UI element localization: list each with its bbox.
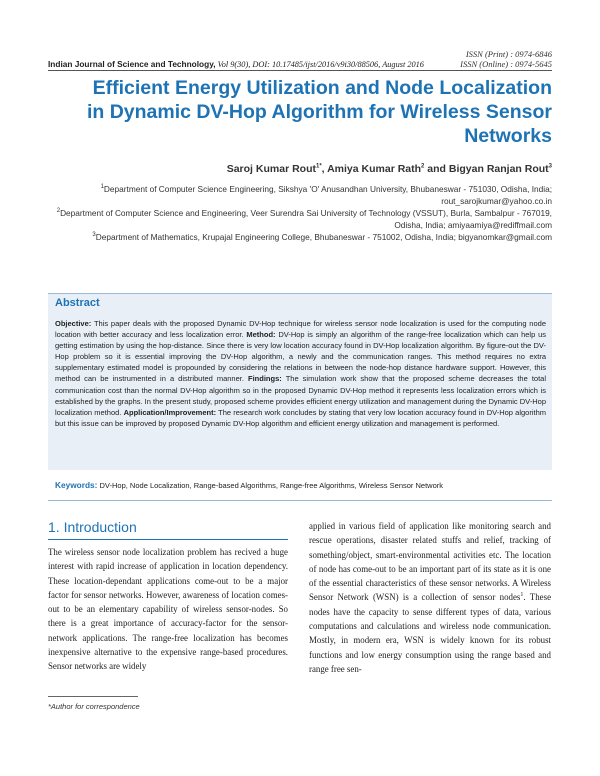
issn-block bbox=[460, 49, 552, 69]
abstract-heading: Abstract bbox=[55, 297, 100, 309]
footnote: *Author for correspondence bbox=[48, 702, 140, 711]
keywords-rule bbox=[48, 500, 552, 501]
footnote-rule bbox=[48, 696, 138, 697]
paper-title: Efficient Energy Utilization and Node Localization in Dynamic DV-Hop Algorithm for Wireless Sensor Networks bbox=[86, 77, 552, 147]
method-text: DV-Hop is simply an algorithm of the range-free localization which can help us getting estimation by using the hop-distance. Since there is very low location accuracy found in DV-Hop localization algorithm. By figure-out the DV-Hop problem so it is essential improving the DV-Hop algorithm, a newly and the communication ranges. This method requires no extra supplementary estimated model is propounded by considering the relations in between the node-hop distance hardware support. However, this method can be instrumented in a distributed manner. bbox=[55, 330, 546, 384]
citation-1: 1 bbox=[520, 592, 524, 599]
intro-paragraph-1: The wireless sensor node localization problem has recived a huge interest with rapid increase of application in location dependency. These location-dependant applications come-out to be a major factor for sensor networks. However, awareness of location comes-out to be an elementary capability of wireless sensor-nodes. So there is a great importance of accuracy-factor for the sensor-network applications. The range-free localization has becomes inexpensive alternative to the expensive range-based procedures. Sensor networks are widely bbox=[48, 547, 288, 672]
affiliation-3-text: Department of Mathematics, Krupajal Engineering College, Bhubaneswar - 751002, Odisha, India; bigyanomkar@gmail.com bbox=[95, 232, 552, 242]
findings-label: Findings: bbox=[248, 374, 282, 384]
journal-name: Indian Journal of Science and Technology, bbox=[48, 59, 216, 69]
affiliation-3-sup: 3 bbox=[92, 232, 96, 239]
issn-online: ISSN (Online) : 0974-5645 bbox=[460, 59, 552, 69]
affiliation-1 bbox=[52, 183, 552, 207]
affiliation-1-sup: 1 bbox=[100, 184, 104, 191]
section-heading-introduction: 1. Introduction bbox=[48, 519, 137, 535]
abstract-text bbox=[55, 318, 546, 429]
affiliation-2-text: Department of Computer Science and Engineering, Veer Surendra Sai University of Technology (VSSUT), Burla, Sambalpur - 767019, Odisha, India; amiyaamiya@rediffmail.com bbox=[60, 208, 552, 230]
affiliation-1-text: Department of Computer Science Engineering, Sikshya 'O' Anusandhan University, Bhubaneswar - 751030, Odisha, India; rout_sarojkumar@yahoo.co.in bbox=[103, 184, 552, 206]
author-2-sup: 2 bbox=[421, 163, 425, 170]
intro-paragraph-2-part-a: applied in various field of application like monitoring search and rescue operations, disaster related stuffs and relief, tracking of something/object, smart-environmental activities etc. The location of node has come-out to be an important part of its state as it is one of the essential characteristics of these sensor networks. A Wireless Sensor Network (WSN) is a collection of sensor nodes bbox=[309, 521, 551, 603]
author-3-sup: 3 bbox=[548, 163, 552, 170]
affiliations bbox=[52, 183, 552, 243]
section-heading-rule bbox=[48, 539, 288, 540]
issn-print: ISSN (Print) : 0974-6846 bbox=[465, 49, 552, 59]
keywords-label: Keywords: bbox=[55, 480, 98, 490]
affiliation-2-sup: 2 bbox=[56, 208, 61, 215]
objective-text: This paper deals with the proposed Dynamic DV-Hop technique for wireless sensor node localization is used for the computing node location with better accuracy and less localization error. bbox=[55, 319, 546, 340]
findings-text: The simulation work show that the proposed scheme decreases the total communication cost than the normal DV-Hop algorithm so in the proposed Dynamic DV-Hop method it represents less localization errors which is established by the graphs. In the present study, proposed scheme provides efficient energy utilization and management during the Dynamic DV-Hop localization method. bbox=[55, 374, 547, 417]
author-2: , Amiya Kumar Rath bbox=[321, 163, 422, 175]
application-label: Application/Improvement: bbox=[123, 407, 217, 417]
author-list bbox=[227, 163, 552, 175]
affiliation-3 bbox=[52, 231, 552, 243]
method-label: Method: bbox=[246, 330, 276, 340]
intro-paragraph-2 bbox=[309, 519, 551, 676]
journal-details: Vol 9(30), DOI: 10.17485/ijst/2016/v9i30/88506, August 2016 bbox=[215, 60, 424, 69]
application-text: The research work concludes by stating that very low location accuracy found in DV-Hop algorithm but this issue can be improved by proposed Dynamic DV-Hop algorithm and efficient energy utilization and management is performed. bbox=[55, 407, 546, 428]
intro-paragraph-2-part-b: . These nodes have the capacity to sense different types of data, various computations and calculations and wireless node communication. Mostly, in modern era, WSN is widely known for its robust functions and low energy consumption using the range based and range free sen- bbox=[309, 592, 552, 674]
body-column-left bbox=[48, 545, 288, 674]
body-column-right bbox=[309, 519, 551, 676]
affiliation-2 bbox=[52, 207, 552, 231]
header-rule bbox=[48, 70, 552, 71]
author-1-sup: 1* bbox=[315, 163, 322, 170]
journal-citation bbox=[48, 59, 424, 69]
keywords-text: DV-Hop, Node Localization, Range-based Algorithms, Range-free Algorithms, Wireless Sensor Network bbox=[97, 481, 443, 490]
author-1: Saroj Kumar Rout bbox=[226, 163, 316, 175]
objective-label: Objective: bbox=[55, 319, 92, 328]
keywords bbox=[55, 480, 443, 490]
author-3: and Bigyan Ranjan Rout bbox=[424, 163, 549, 175]
